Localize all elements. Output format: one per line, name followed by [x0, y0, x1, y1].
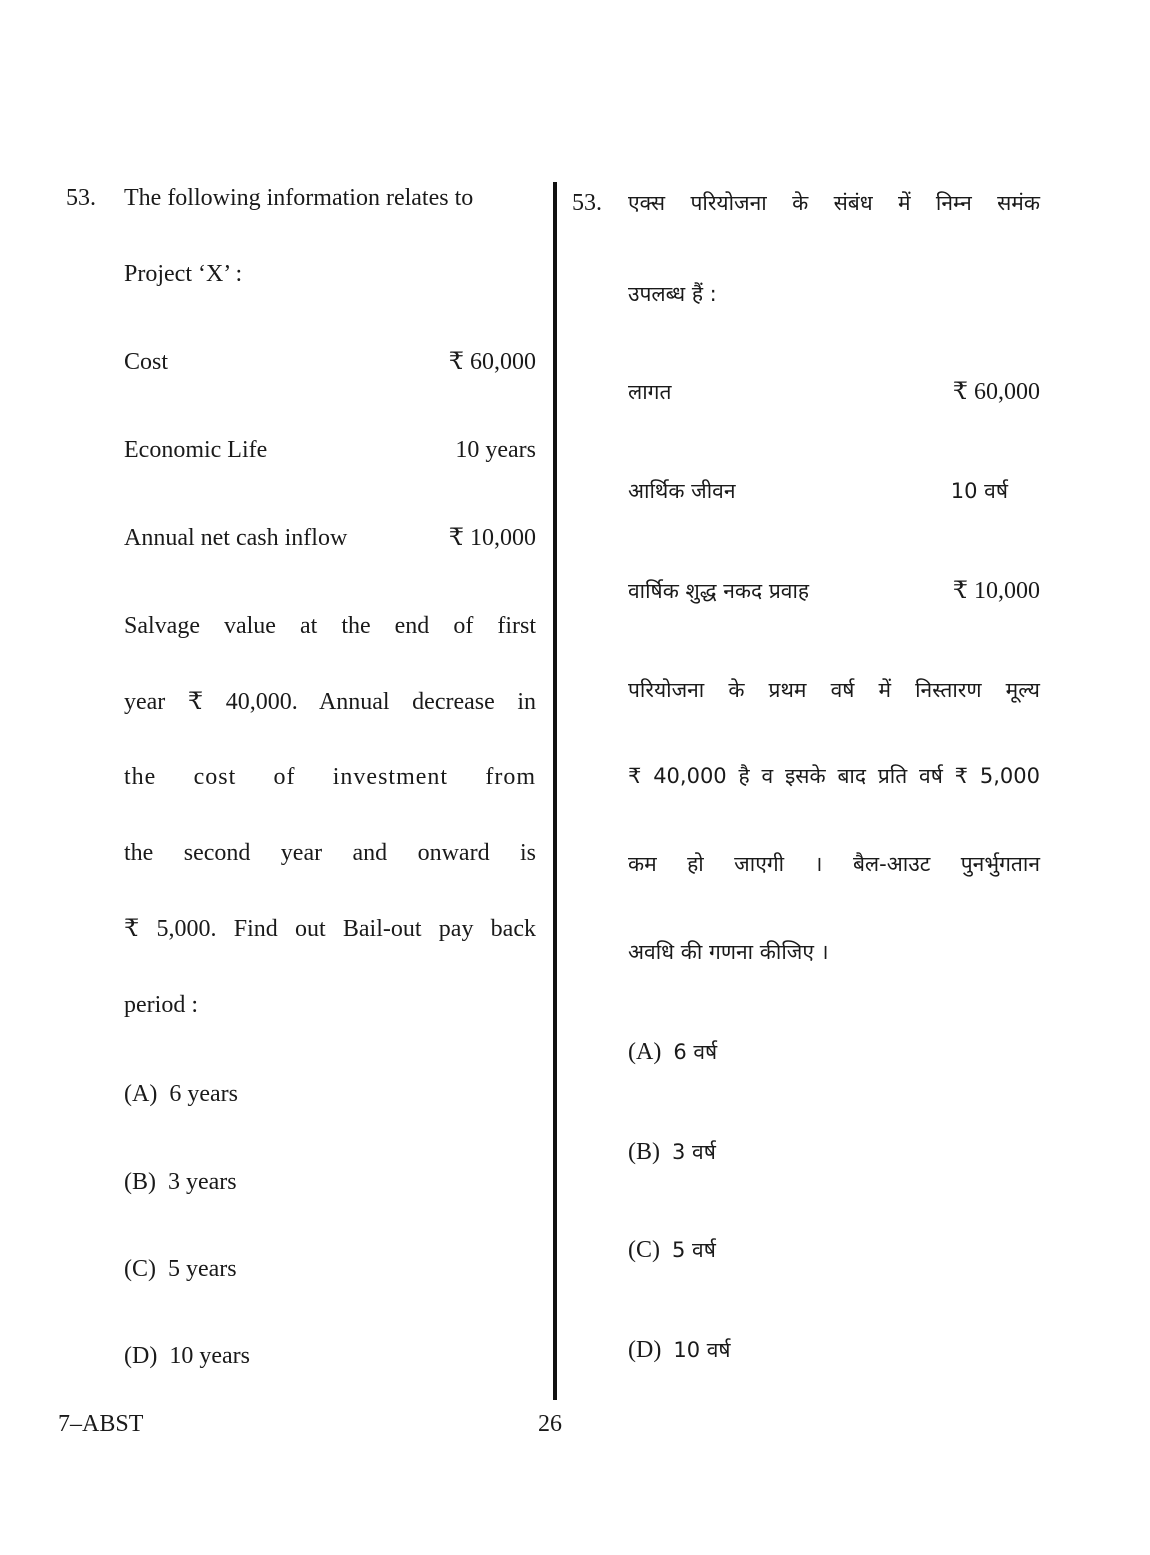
row-value: 10 वर्ष: [950, 479, 1008, 503]
english-para-line-2: year ₹ 40,000. Annual decrease in: [124, 689, 536, 715]
hindi-option-a[interactable]: [628, 1034, 717, 1070]
option-key: (D): [628, 1337, 662, 1363]
hindi-para-line-3: कम हो जाएगी । बैल-आउट पुनर्भुगतान: [628, 852, 1040, 876]
hindi-option-b[interactable]: [628, 1134, 716, 1170]
hindi-para-line-2: ₹ 40,000 है व इसके बाद प्रति वर्ष ₹ 5,000: [628, 764, 1040, 788]
english-row-economic-life: [124, 432, 536, 468]
hindi-para-line-1: परियोजना के प्रथम वर्ष में निस्तारण मूल्य: [628, 678, 1040, 702]
english-para-line-4: the second year and onward is: [124, 840, 536, 866]
english-row-cost: [124, 344, 536, 380]
hindi-row-cost: [628, 374, 1040, 410]
option-key: (B): [628, 1139, 660, 1165]
english-option-a[interactable]: [124, 1076, 238, 1112]
paper-code: 7–ABST: [58, 1411, 144, 1437]
hindi-row-annual-inflow: [628, 573, 1040, 609]
hindi-intro-line-1: एक्स परियोजना के संबंध में निम्न समंक: [628, 191, 1040, 215]
row-label: लागत: [628, 380, 672, 404]
option-key: (A): [628, 1039, 662, 1065]
option-text: 6 वर्ष: [673, 1040, 718, 1064]
question-body: [124, 180, 540, 216]
option-key: (B): [124, 1169, 156, 1195]
option-text: 5 years: [168, 1256, 237, 1282]
hindi-option-d[interactable]: [628, 1332, 731, 1368]
english-intro-line-2: Project ‘X’ :: [124, 261, 243, 287]
option-key: (C): [628, 1237, 660, 1263]
english-para-line-5: ₹ 5,000. Find out Bail-out pay back: [124, 916, 536, 942]
english-row-annual-inflow: [124, 520, 536, 556]
question-number: 53.: [66, 185, 96, 211]
option-text: 5 वर्ष: [672, 1238, 716, 1262]
option-text: 6 years: [169, 1081, 238, 1107]
hindi-intro-line-2: उपलब्ध हैं :: [628, 282, 717, 306]
hindi-para-line-4: अवधि की गणना कीजिए ।: [628, 940, 829, 964]
english-para-line-1: Salvage value at the end of first: [124, 613, 536, 639]
row-value: ₹ 60,000: [448, 349, 536, 375]
english-option-d[interactable]: [124, 1338, 250, 1374]
english-option-c[interactable]: [124, 1251, 237, 1287]
row-label: आर्थिक जीवन: [628, 479, 736, 503]
option-text: 3 years: [168, 1169, 237, 1195]
option-key: (A): [124, 1081, 158, 1107]
row-label: Cost: [124, 349, 169, 375]
option-key: (C): [124, 1256, 156, 1282]
english-question: [66, 180, 540, 216]
english-option-b[interactable]: [124, 1164, 237, 1200]
intro-line-1: The following information relates to: [124, 185, 474, 211]
row-label: वार्षिक शुद्ध नकद प्रवाह: [628, 579, 810, 603]
row-label: Economic Life: [124, 437, 268, 463]
row-value: 10 years: [455, 437, 536, 463]
option-text: 10 years: [169, 1343, 250, 1369]
option-key: (D): [124, 1343, 158, 1369]
hindi-question-number: 53.: [572, 190, 602, 216]
row-label: Annual net cash inflow: [124, 525, 348, 551]
row-value: ₹ 60,000: [952, 379, 1040, 405]
row-value: ₹ 10,000: [952, 578, 1040, 604]
hindi-row-economic-life: [628, 473, 1008, 509]
row-value: ₹ 10,000: [448, 525, 536, 551]
english-para-line-6: period :: [124, 992, 198, 1018]
page-number: 26: [538, 1411, 562, 1437]
english-column: [66, 180, 540, 216]
english-para-line-3: the cost of investment from: [124, 764, 536, 790]
option-text: 10 वर्ष: [673, 1338, 731, 1362]
column-divider: [553, 182, 557, 1400]
option-text: 3 वर्ष: [672, 1140, 716, 1164]
hindi-option-c[interactable]: [628, 1232, 716, 1268]
